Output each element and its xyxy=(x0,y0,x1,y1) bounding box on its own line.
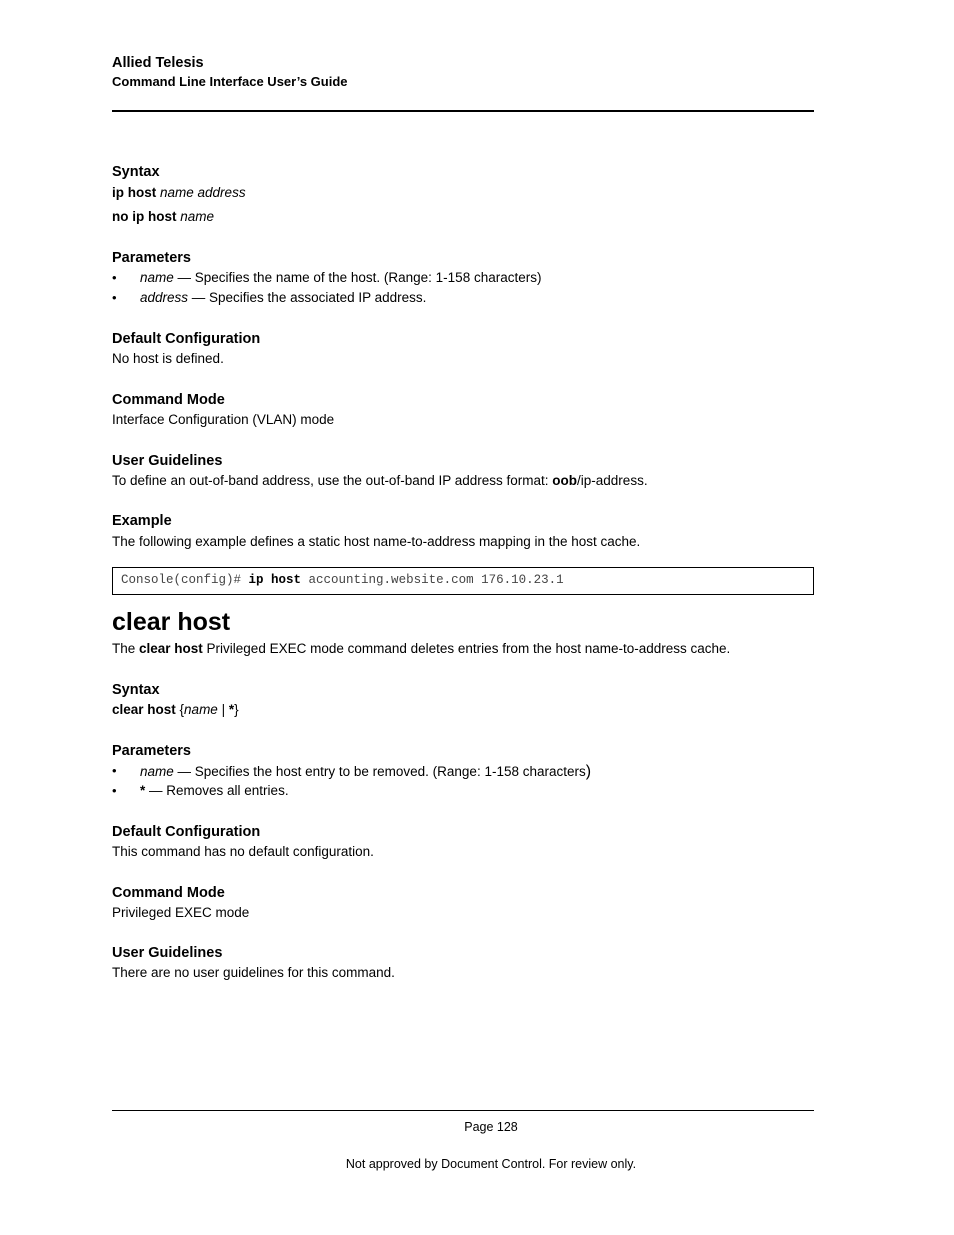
section-title-clear-host: clear host xyxy=(112,608,231,636)
bullet-icon: • xyxy=(112,763,117,778)
user-guidelines-heading: User Guidelines xyxy=(112,945,223,961)
header-guide-title: Command Line Interface User’s Guide xyxy=(112,74,348,89)
guidelines-text-part: /ip-address. xyxy=(577,473,648,488)
param-name: name xyxy=(140,270,174,285)
param-desc: — Specifies the associated IP address. xyxy=(188,290,427,305)
syntax-command: no ip host xyxy=(112,209,177,224)
param-item-wildcard xyxy=(140,783,289,798)
param-name: * xyxy=(140,783,146,798)
default-config-heading: Default Configuration xyxy=(112,331,261,347)
footer-rule xyxy=(112,1110,814,1111)
bullet-icon: • xyxy=(112,290,117,305)
guidelines-text-part: To define an out-of-band address, use the out-of-band IP address format: xyxy=(112,473,553,488)
page-number: Page 128 xyxy=(464,1120,518,1134)
syntax-heading: Syntax xyxy=(112,164,160,180)
command-mode-text: Privileged EXEC mode xyxy=(112,905,250,920)
syntax-separator: | xyxy=(217,702,229,717)
param-item-name xyxy=(140,763,591,781)
intro-command: clear host xyxy=(139,641,203,656)
syntax-arguments: name xyxy=(180,209,215,224)
code-arguments: accounting.website.com 176.10.23.1 xyxy=(301,573,564,587)
param-desc: — Specifies the name of the host. (Range: 1-158 characters) xyxy=(173,270,542,285)
syntax-arguments: name address xyxy=(160,185,246,200)
guidelines-keyword: oob xyxy=(552,473,578,488)
bullet-icon: • xyxy=(112,783,117,798)
clear-host-intro xyxy=(112,641,730,656)
default-config-heading: Default Configuration xyxy=(112,824,261,840)
user-guidelines-text xyxy=(112,473,648,488)
parameters-heading: Parameters xyxy=(112,250,191,266)
intro-text-part: Privileged EXEC mode command deletes entries from the host name-to-address cache. xyxy=(202,641,731,656)
user-guidelines-text: There are no user guidelines for this command. xyxy=(112,965,395,980)
syntax-heading: Syntax xyxy=(112,682,160,698)
param-desc: — Specifies the host entry to be removed. (Range: 1-158 characters xyxy=(173,764,586,779)
code-example xyxy=(121,573,564,587)
syntax-command: clear host xyxy=(112,702,176,717)
parameters-heading: Parameters xyxy=(112,743,191,759)
command-mode-text: Interface Configuration (VLAN) mode xyxy=(112,412,335,427)
syntax-line-clear-host xyxy=(112,702,239,717)
example-heading: Example xyxy=(112,513,172,529)
param-name: address xyxy=(140,290,189,305)
syntax-argument: name xyxy=(184,702,218,717)
param-desc-close: ) xyxy=(585,763,592,780)
header-company: Allied Telesis xyxy=(112,55,204,71)
code-example-box xyxy=(112,567,814,595)
param-item-name xyxy=(140,270,541,285)
syntax-brace: } xyxy=(234,702,239,717)
param-name: name xyxy=(140,764,174,779)
default-config-text: This command has no default configuration. xyxy=(112,844,374,859)
command-mode-heading: Command Mode xyxy=(112,392,225,408)
user-guidelines-heading: User Guidelines xyxy=(112,453,223,469)
code-prompt: Console(config)# xyxy=(121,573,249,587)
param-desc: — Removes all entries. xyxy=(145,783,289,798)
param-item-address xyxy=(140,290,426,305)
syntax-line-no-ip-host xyxy=(112,209,214,224)
syntax-command: ip host xyxy=(112,185,157,200)
command-mode-heading: Command Mode xyxy=(112,885,225,901)
syntax-wildcard: * xyxy=(228,702,235,717)
default-config-text: No host is defined. xyxy=(112,351,224,366)
review-note: Not approved by Document Control. For review only. xyxy=(345,1157,637,1171)
intro-text-part: The xyxy=(112,641,140,656)
syntax-line-ip-host xyxy=(112,185,246,200)
syntax-brace: { xyxy=(175,702,185,717)
bullet-icon: • xyxy=(112,270,117,285)
example-text: The following example defines a static host name-to-address mapping in the host cache. xyxy=(112,534,641,549)
code-command: ip host xyxy=(248,573,302,587)
header-rule xyxy=(112,110,814,112)
